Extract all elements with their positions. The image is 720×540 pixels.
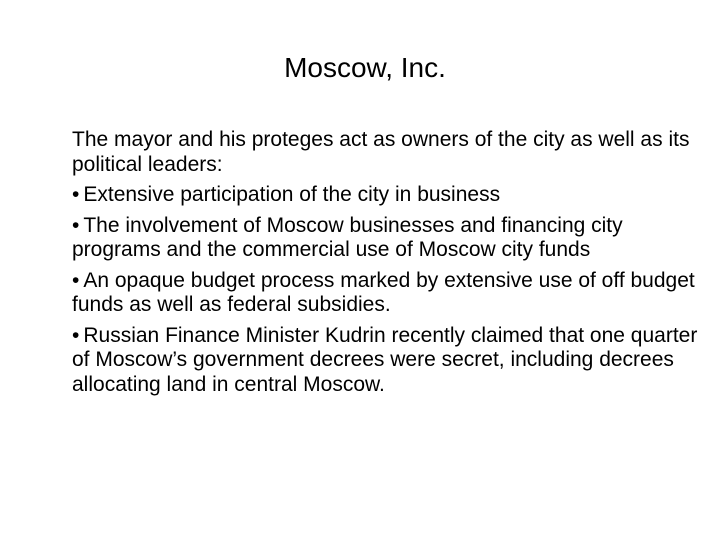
slide-title: Moscow, Inc. <box>284 52 446 83</box>
bullet-text: The involvement of Moscow businesses and financing city programs and the commercial use of Moscow city funds <box>72 213 623 261</box>
bullet-item <box>72 183 700 208</box>
bullet-item <box>72 214 700 263</box>
bullet-glyph: • <box>72 323 80 347</box>
bullet-text: Russian Finance Minister Kudrin recently claimed that one quarter of Moscow’s government decrees were secret, including decrees allocating land in central Moscow. <box>72 323 698 396</box>
slide-body <box>72 128 700 403</box>
bullet-glyph: • <box>72 183 80 206</box>
bullet-item <box>72 269 700 318</box>
bullet-item <box>72 324 700 398</box>
bullet-glyph: • <box>72 213 80 237</box>
intro-paragraph: The mayor and his proteges act as owners of the city as well as its political leaders: <box>72 128 690 176</box>
bullet-text: Extensive participation of the city in business <box>83 183 501 206</box>
bullet-glyph: • <box>72 268 80 292</box>
bullet-text: An opaque budget process marked by extensive use of off budget funds as well as federal subsidies. <box>72 268 695 316</box>
